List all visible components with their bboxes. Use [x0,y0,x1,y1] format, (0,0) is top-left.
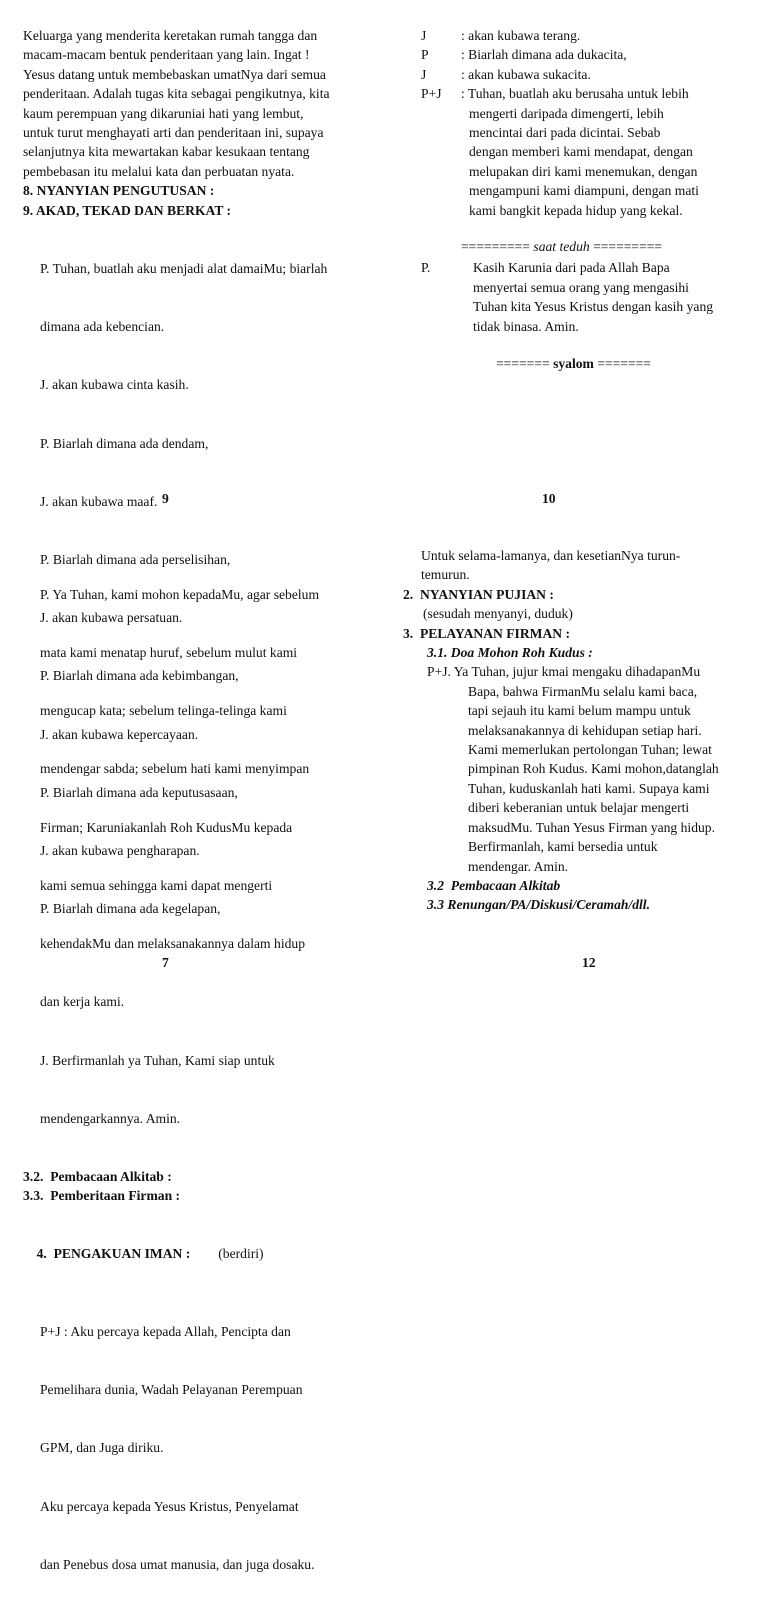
prayer-line: maksudMu. Tuhan Yesus Firman yang hidup. [468,819,715,835]
prayer-line [421,45,761,64]
divider-label: syalom [553,356,594,372]
prayer-line: mengucap kata; sebelum telinga-telinga kami [40,703,287,719]
blessing-line: Tuhan kita Yesus Kristus dengan kasih yang [473,299,714,315]
subsection-heading: 3.3 Renungan/PA/Diskusi/Ceramah/dll. [427,897,650,913]
prayer-line: dan kerja kami. [40,994,125,1010]
speaker-label: P. [421,260,431,276]
creed-block [23,1283,378,1613]
prayer-block [403,682,763,876]
section-heading: 9. AKAD, TEKAD DAN BERKAT : [23,202,232,218]
intro-paragraph [23,26,378,181]
section-heading: 8. NYANYIAN PENGUTUSAN : [23,183,215,199]
blessing-line: menyertai semua orang yang mengasihi [473,279,689,295]
prayer-line: J. akan kubawa pengharapan. [40,843,200,859]
page-number: 9 [162,491,169,506]
text-line: macam-macam bentuk penderitaan yang lain. Ingat ! [23,47,310,63]
prayer-line: dengan memberi kami mendapat, dengan [469,144,693,160]
prayer-line: P. Ya Tuhan, kami mohon kepadaMu, agar sebelum [40,586,320,602]
prayer-line: kehendakMu dan melaksanakannya dalam hidup [40,936,305,952]
saat-teduh-divider [421,237,761,256]
section-heading-row [23,1225,378,1283]
creed-line: P+J : Aku percaya kepada Allah, Pencipta dan [40,1323,291,1339]
prayer-text: : akan kubawa sukacita. [461,66,591,82]
prayer-line: tapi sejauh itu kami belum mampu untuk [468,703,691,719]
section-heading: 3. PELAYANAN FIRMAN : [403,625,571,641]
page-7 [23,546,378,1613]
prayer-line: J. akan kubawa cinta kasih. [40,377,189,393]
divider-rule: ======= [496,356,550,372]
prayer-line: J. akan kubawa kepercayaan. [40,726,199,742]
prayer-line: mendengarkannya. Amin. [40,1110,181,1126]
page-12 [403,546,763,915]
prayer-line: P. Biarlah dimana ada kebimbangan, [40,668,239,684]
prayer-line: dimana ada kebencian. [40,319,165,335]
blessing [421,258,761,336]
prayer-line: melaksanakannya di kehidupan setiap hari. [468,722,702,738]
prayer-line: J. Berfirmanlah ya Tuhan, Kami siap untuk [40,1052,275,1068]
divider-rule: ========= [593,239,663,255]
text-line: Keluarga yang menderita keretakan rumah tangga dan [23,28,318,43]
page-number: 12 [582,955,596,970]
prayer-line: Tuhan, kuduskanlah hati kami. Supaya kami [468,780,710,796]
text-line: pembebasan itu melalui kata dan perbuatan nyata. [23,163,295,179]
prayer-line: mengampuni kami diampuni, dengan mati [469,183,699,199]
continuation [403,546,763,585]
prayer-line: J. akan kubawa maaf. [40,493,158,509]
text-line: Untuk selama-lamanya, dan kesetianNya turun- [421,548,681,563]
speaker-label: J [421,66,427,82]
text-line: kaum perempuan yang dikaruniai hati yang lembut, [23,105,304,121]
prayer-line: mata kami menatap huruf, sebelum mulut kami [40,645,298,661]
heading-note: (sesudah menyanyi, duduk) [423,606,573,622]
creed-line: dan Penebus dosa umat manusia, dan juga dosaku. [40,1556,315,1572]
prayer-line: P. Biarlah dimana ada kegelapan, [40,901,221,917]
syalom-divider [421,354,761,373]
prayer-block [23,546,378,1167]
blessing-line: Kasih Karunia dari pada Allah Bapa [473,260,670,276]
creed-line: Pemelihara dunia, Wadah Pelayanan Perempuan [40,1382,303,1398]
prayer-line: P. Biarlah dimana ada dendam, [40,435,209,451]
page-number: 10 [542,491,556,506]
prayer-line: Berfirmanlah, kami bersedia untuk [468,839,658,855]
creed-line: GPM, dan Juga diriku. [40,1440,164,1456]
text-line: selanjutnya kita mewartakan kabar kesukaan tentang [23,144,310,160]
text-line: penderitaan. Adalah tugas kita sebagai pengikutnya, kita [23,86,330,102]
prayer-line: P+J. Ya Tuhan, jujur kmai mengaku dihadapanMu [427,664,701,680]
prayer-line: Kami memerlukan pertolongan Tuhan; lewat [468,742,712,758]
prayer-continuation [421,104,761,220]
speaker-label: P+J [421,86,442,102]
section-heading: 3.3. Pemberitaan Firman : [23,1188,181,1204]
prayer-line: mengerti daripada dimengerti, lebih [469,105,664,121]
prayer-text: : Tuhan, buatlah aku berusaha untuk lebih [461,86,689,102]
text-line: untuk turut menghayati arti dan penderitaan ini, supaya [23,125,324,141]
blessing-line: tidak binasa. Amin. [473,318,579,334]
prayer-line: pimpinan Roh Kudus. Kami mohon,datanglah [468,761,719,777]
divider-label: saat teduh [533,239,590,255]
prayer-text: : Biarlah dimana ada dukacita, [461,47,627,63]
speaker-label: P [421,47,429,63]
heading-note: (berdiri) [218,1246,264,1262]
subsection-heading: 3.2 Pembacaan Alkitab [427,877,561,893]
divider-rule: ========= [461,239,530,255]
prayer-line: P. Biarlah dimana ada perselisihan, [40,551,231,567]
prayer-line: melupakan diri kami menemukan, dengan [469,163,698,179]
text-line: Yesus datang untuk membebaskan umatNya dari semua [23,66,326,82]
text-line: temurun. [421,567,470,583]
page-number: 7 [162,955,169,970]
prayer-line [421,65,761,84]
prayer-line: mendengar. Amin. [468,858,569,874]
prayer-line: mencintai dari pada dicintai. Sebab [469,125,661,141]
prayer-text: : akan kubawa terang. [461,28,581,43]
prayer-line [421,84,761,103]
prayer-line: Firman; Karuniakanlah Roh KudusMu kepada [40,819,293,835]
prayer-line: diberi keberanian untuk belajar mengerti [468,800,690,816]
prayer-line: J. akan kubawa persatuan. [40,610,183,626]
prayer-line: mendengar sabda; sebelum hati kami menyimpan [40,761,310,777]
creed-line: Aku percaya kepada Yesus Kristus, Penyelamat [40,1498,299,1514]
prayer-line: P. Tuhan, buatlah aku menjadi alat damaiMu; biarlah [40,260,328,276]
prayer-line: P. Biarlah dimana ada keputusasaan, [40,784,238,800]
section-heading: 4. PENGAKUAN IMAN : [36,1246,191,1262]
subsection-heading: 3.1. Doa Mohon Roh Kudus : [427,645,593,661]
divider-rule: ======= [597,356,651,372]
section-heading: 2. NYANYIAN PUJIAN : [403,586,554,602]
prayer-line: kami bangkit kepada hidup yang kekal. [469,202,683,218]
page-10 [421,26,761,374]
speaker-label: J [421,28,427,43]
prayer-line: kami semua sehingga kami dapat mengerti [40,877,273,893]
prayer-line [421,26,761,45]
section-heading: 3.2. Pembacaan Alkitab : [23,1169,172,1184]
prayer-line: Bapa, bahwa FirmanMu selalu kami baca, [468,683,698,699]
